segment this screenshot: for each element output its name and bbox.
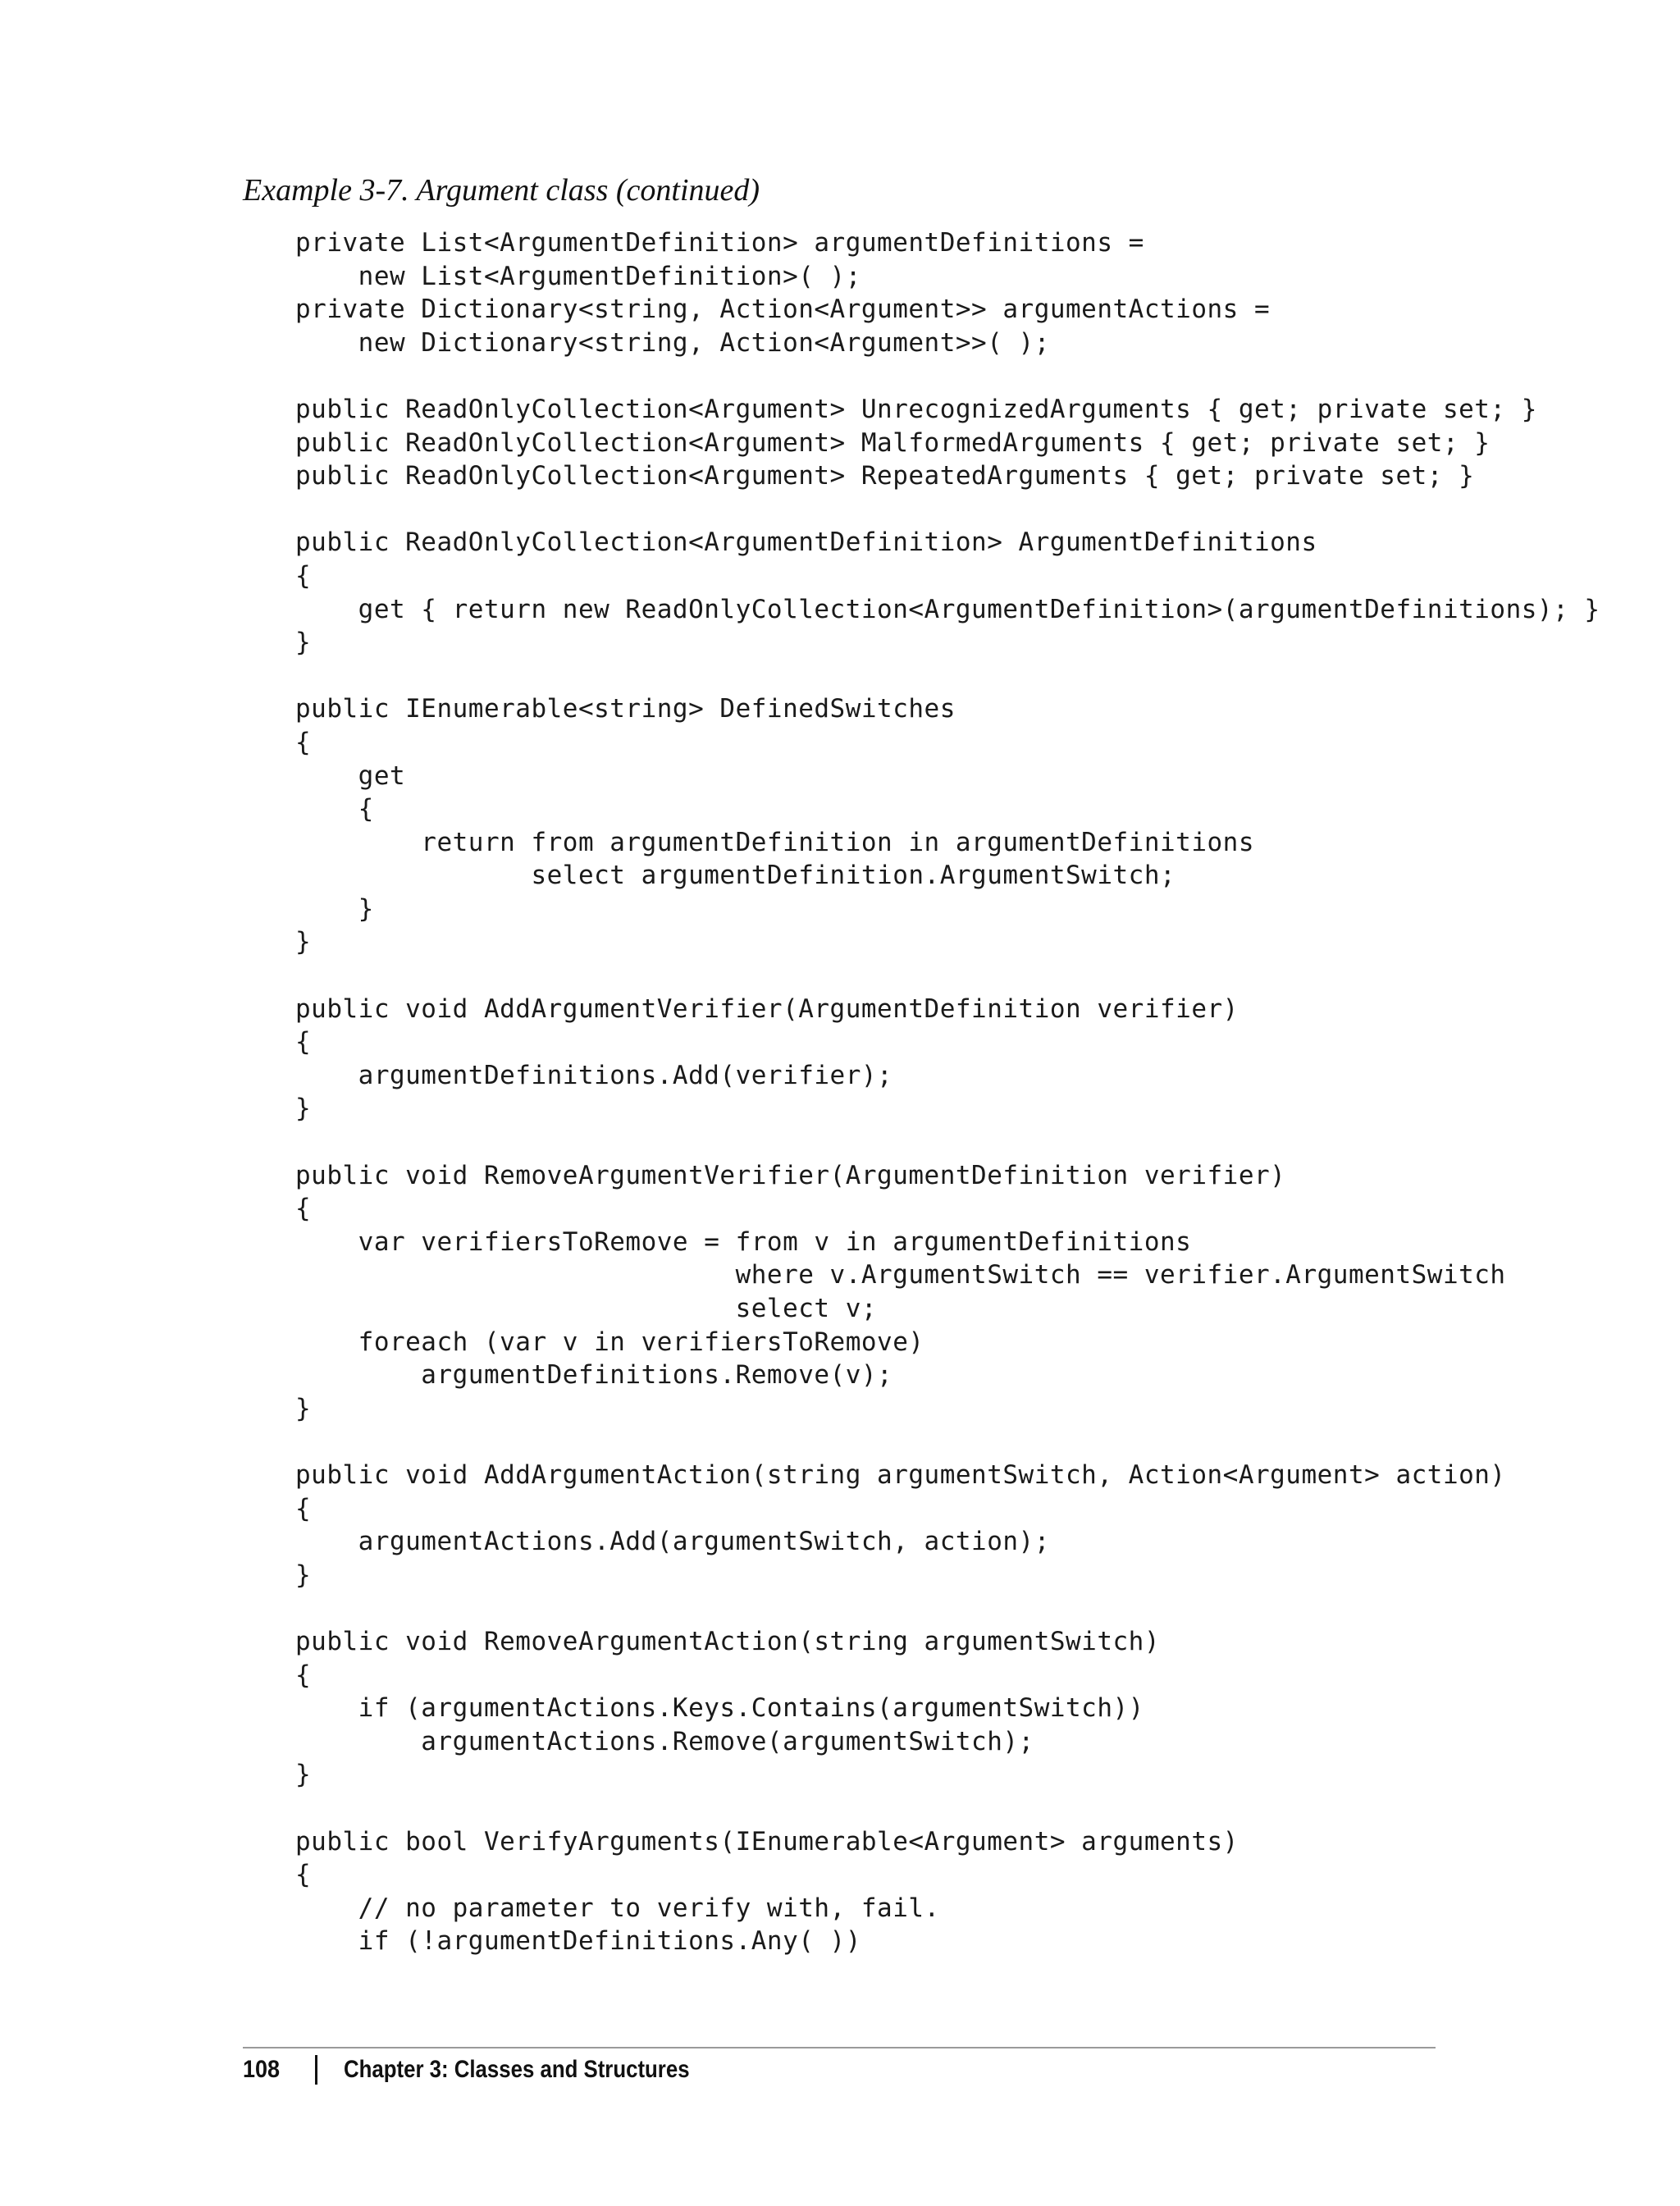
- footer-separator: [315, 2055, 317, 2085]
- code-line: public void AddArgumentVerifier(ArgumentDefinition verifier): [295, 993, 1239, 1024]
- code-line: argumentActions.Remove(argumentSwitch);: [295, 1726, 1034, 1756]
- code-line: {: [295, 560, 312, 591]
- code-line: argumentDefinitions.Add(verifier);: [295, 1060, 893, 1090]
- code-line: argumentDefinitions.Remove(v);: [295, 1360, 893, 1391]
- code-line: }: [295, 893, 374, 924]
- chapter-title: Chapter 3: Classes and Structures: [344, 2056, 690, 2083]
- code-line: public ReadOnlyCollection<Argument> MalformedArguments { get; private set; }: [295, 427, 1491, 458]
- code-line: select v;: [295, 1294, 878, 1323]
- code-line: foreach (var v in verifiersToRemove): [295, 1327, 924, 1357]
- code-line: {: [295, 1493, 312, 1523]
- code-line: get { return new ReadOnlyCollection<ArgumentDefinition>(argumentDefinitions); }: [295, 594, 1600, 624]
- code-line: new Dictionary<string, Action<Argument>>( );: [295, 327, 1050, 358]
- code-line: public ReadOnlyCollection<ArgumentDefinition> ArgumentDefinitions: [295, 528, 1317, 558]
- code-line: }: [295, 1393, 312, 1423]
- code-line: new List<ArgumentDefinition>( );: [295, 261, 861, 291]
- code-line: get: [295, 760, 406, 791]
- code-line: where v.ArgumentSwitch == verifier.ArgumentSwitch: [295, 1260, 1506, 1290]
- page-number: 108: [243, 2056, 281, 2083]
- code-line: [295, 1126, 1600, 1159]
- code-line: [295, 1425, 1600, 1459]
- code-line: public IEnumerable<string> DefinedSwitches: [295, 694, 956, 724]
- code-line: {: [295, 1194, 312, 1224]
- code-line: public void AddArgumentAction(string argumentSwitch, Action<Argument> action): [295, 1459, 1506, 1490]
- code-line: var verifiersToRemove = from v in argumentDefinitions: [295, 1226, 1192, 1257]
- code-line: public void RemoveArgumentVerifier(ArgumentDefinition verifier): [295, 1160, 1286, 1190]
- code-line: public ReadOnlyCollection<Argument> RepeatedArguments { get; private set; }: [295, 461, 1475, 491]
- code-line: public bool VerifyArguments(IEnumerable<Argument> arguments): [295, 1826, 1239, 1857]
- code-line: }: [295, 927, 312, 957]
- code-line: }: [295, 1760, 312, 1790]
- code-line: {: [295, 1027, 312, 1057]
- code-line: }: [295, 628, 312, 658]
- code-line: if (argumentActions.Keys.Contains(argumentSwitch)): [295, 1693, 1144, 1724]
- code-line: [295, 1792, 1600, 1825]
- code-line: {: [295, 1660, 312, 1690]
- code-line: {: [295, 727, 312, 757]
- code-line: [295, 1592, 1600, 1625]
- code-line: [295, 359, 1600, 393]
- code-line: argumentActions.Add(argumentSwitch, action);: [295, 1527, 1050, 1557]
- code-line: private Dictionary<string, Action<Argument>> argumentActions =: [295, 295, 1271, 325]
- code-line: }: [295, 1560, 312, 1590]
- example-caption: Example 3-7. Argument class (continued): [243, 173, 760, 208]
- code-line: if (!argumentDefinitions.Any( )): [295, 1926, 861, 1957]
- code-line: public void RemoveArgumentAction(string argumentSwitch): [295, 1626, 1160, 1656]
- code-line: // no parameter to verify with, fail.: [295, 1893, 940, 1923]
- page-footer: [243, 2053, 746, 2087]
- code-line: }: [295, 1094, 312, 1124]
- code-line: private List<ArgumentDefinition> argumentDefinitions =: [295, 228, 1144, 258]
- code-line: select argumentDefinition.ArgumentSwitch;: [295, 861, 1176, 891]
- code-line: {: [295, 794, 374, 824]
- code-line: [295, 493, 1600, 527]
- footer-rule: [243, 2047, 1436, 2048]
- code-line: [295, 959, 1600, 993]
- code-listing: [295, 226, 1600, 1958]
- code-line: public ReadOnlyCollection<Argument> UnrecognizedArguments { get; private set; }: [295, 394, 1537, 424]
- code-line: return from argumentDefinition in argumentDefinitions: [295, 827, 1254, 857]
- code-line: [295, 660, 1600, 693]
- code-line: {: [295, 1860, 312, 1890]
